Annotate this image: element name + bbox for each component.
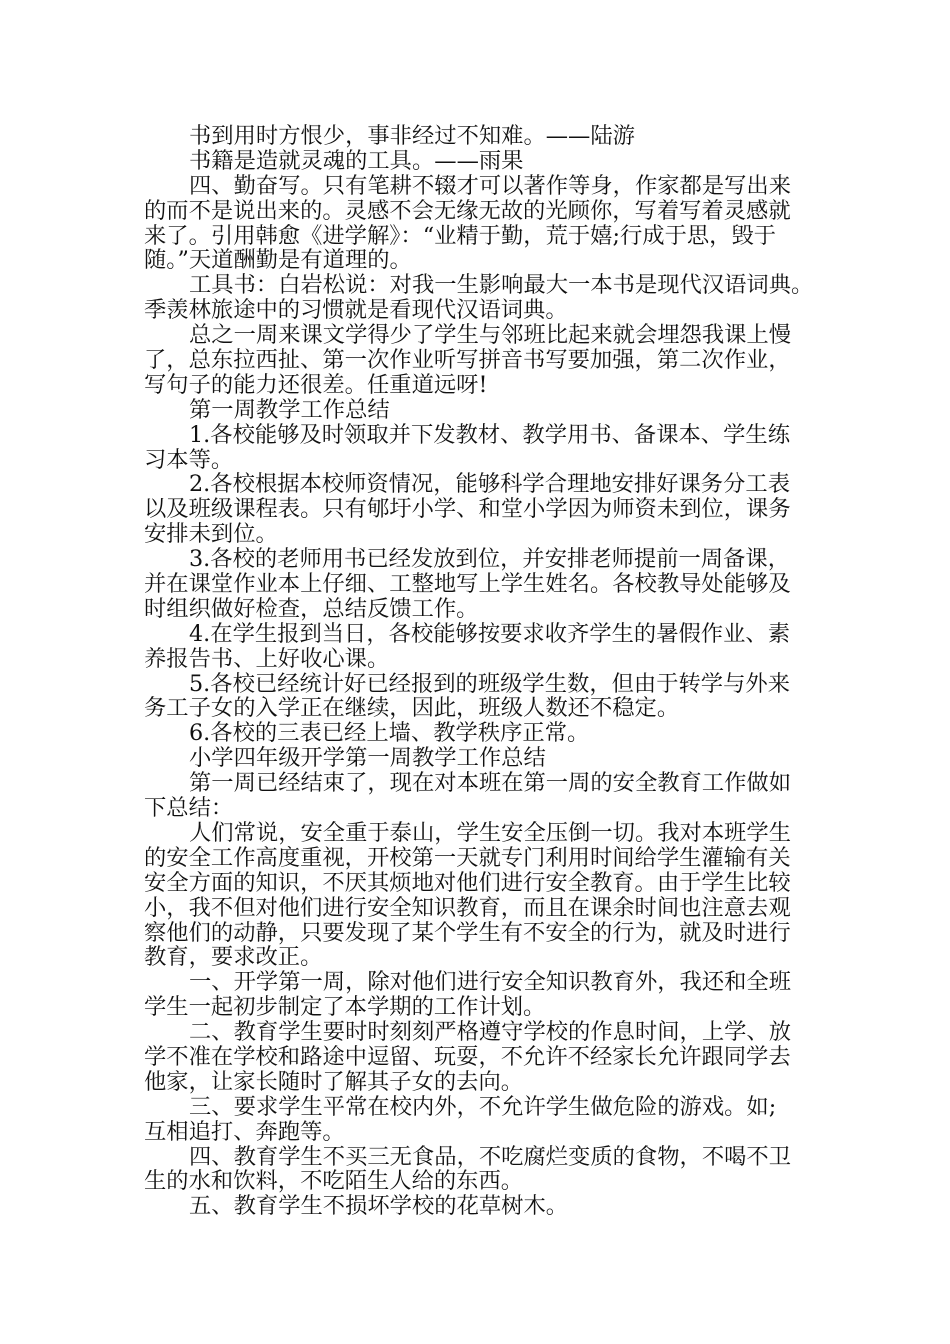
text-line: 养报告书、上好收心课。	[144, 645, 390, 672]
paragraph	[144, 1020, 844, 1095]
text-line: 3.各校的老师用书已经发放到位，并安排老师提前一周备课，	[189, 546, 790, 573]
text-line: 工具书：白岩松说：对我一生影响最大一本书是现代汉语词典。	[189, 272, 814, 299]
text-line: 察他们的动静，只要发现了某个学生有不安全的行为，就及时进行	[144, 919, 791, 946]
paragraph	[144, 622, 844, 672]
text-line: 了，总东拉西扯、第一次作业听写拼音书写要加强，第二次作业，	[144, 347, 791, 374]
paragraph	[144, 174, 844, 274]
text-line: 二、教育学生要时时刻刻严格遵守学校的作息时间，上学、放	[189, 1019, 792, 1046]
text-line: 习本等。	[144, 446, 234, 473]
text-line: 互相追打、奔跑等。	[144, 1118, 345, 1145]
paragraph	[144, 1145, 844, 1195]
paragraph	[144, 970, 844, 1020]
text-line: 小学四年级开学第一周教学工作总结	[189, 745, 546, 772]
text-line: 总之一周来课文学得少了学生与邻班比起来就会埋怨我课上慢	[189, 322, 792, 349]
text-line: 书到用时方恨少，事非经过不知难。——陆游	[189, 123, 635, 149]
text-line: 的安全工作高度重视，开校第一天就专门利用时间给学生灌输有关	[144, 844, 791, 871]
text-line: 小，我不但对他们进行安全知识教育，而且在课余时间也注意去观	[144, 894, 791, 921]
text-line: 5.各校已经统计好已经报到的班级学生数，但由于转学与外来	[189, 670, 790, 697]
text-line: 学生一起初步制定了本学期的工作计划。	[144, 994, 546, 1021]
text-line: 并在课堂作业本上仔细、工整地写上学生姓名。各校教导处能够及	[144, 571, 791, 598]
text-line: 务工子女的入学正在继续，因此，班级人数还不稳定。	[144, 695, 680, 722]
paragraph	[144, 672, 844, 722]
text-line: 第一周已经结束了，现在对本班在第一周的安全教育工作做如	[189, 770, 792, 797]
text-line: 以及班级课程表。只有郇圩小学、和堂小学因为师资未到位，课务	[144, 496, 791, 523]
text-line: 四、勤奋写。只有笔耕不辍才可以著作等身，作家都是写出来	[189, 172, 792, 199]
text-line: 时组织做好检查，总结反馈工作。	[144, 595, 479, 622]
paragraph	[144, 821, 844, 970]
text-line: 五、教育学生不损坏学校的花草树木。	[189, 1193, 569, 1220]
paragraph	[144, 149, 844, 174]
paragraph	[144, 273, 844, 323]
text-line: 6.各校的三表已经上墙、教学秩序正常。	[189, 720, 590, 747]
text-line: 三、要求学生平常在校内外，不允许学生做危险的游戏。如;	[189, 1093, 777, 1120]
text-line: 教育，要求改正。	[144, 944, 323, 971]
text-line: 安排未到位。	[144, 521, 278, 548]
paragraph	[144, 423, 844, 473]
paragraph	[144, 1194, 844, 1219]
paragraph	[144, 398, 844, 423]
text-line: 书籍是造就灵魂的工具。——雨果	[189, 147, 524, 174]
paragraph	[144, 323, 844, 398]
paragraph	[144, 547, 844, 622]
text-line: 4.在学生报到当日，各校能够按要求收齐学生的暑假作业、素	[189, 620, 790, 647]
text-line: 随。”天道酬勤是有道理的。	[144, 247, 412, 274]
paragraph	[144, 721, 844, 746]
paragraph	[144, 1095, 844, 1145]
text-line: 四、教育学生不买三无食品，不吃腐烂变质的食物，不喝不卫	[189, 1143, 792, 1170]
text-line: 的而不是说出来的。灵感不会无缘无故的光顾你，写着写着灵感就	[144, 197, 791, 224]
text-line: 季羡林旅途中的习惯就是看现代汉语词典。	[144, 297, 568, 324]
text-line: 他家，让家长随时了解其子女的去向。	[144, 1068, 524, 1095]
document-body	[144, 124, 844, 1219]
paragraph	[144, 746, 844, 771]
text-line: 2.各校根据本校师资情况，能够科学合理地安排好课务分工表	[189, 471, 790, 498]
text-line: 学不准在学校和路途中逗留、玩耍，不允许不经家长允许跟同学去	[144, 1043, 791, 1070]
paragraph	[144, 771, 844, 821]
text-line: 下总结：	[144, 795, 234, 822]
text-line: 写句子的能力还很差。任重道远呀!	[144, 371, 488, 398]
paragraph	[144, 472, 844, 547]
text-line: 生的水和饮料，不吃陌生人给的东西。	[144, 1168, 524, 1195]
text-line: 第一周教学工作总结	[189, 396, 390, 423]
text-line: 一、开学第一周，除对他们进行安全知识教育外，我还和全班	[189, 969, 792, 996]
text-line: 安全方面的知识，不厌其烦地对他们进行安全教育。由于学生比较	[144, 869, 791, 896]
text-line: 来了。引用韩愈《进学解》：“业精于勤，荒于嬉;行成于思，毁于	[144, 222, 777, 249]
text-line: 1.各校能够及时领取并下发教材、教学用书、备课本、学生练	[189, 421, 790, 448]
paragraph	[144, 124, 844, 149]
text-line: 人们常说，安全重于泰山，学生安全压倒一切。我对本班学生	[189, 819, 792, 846]
